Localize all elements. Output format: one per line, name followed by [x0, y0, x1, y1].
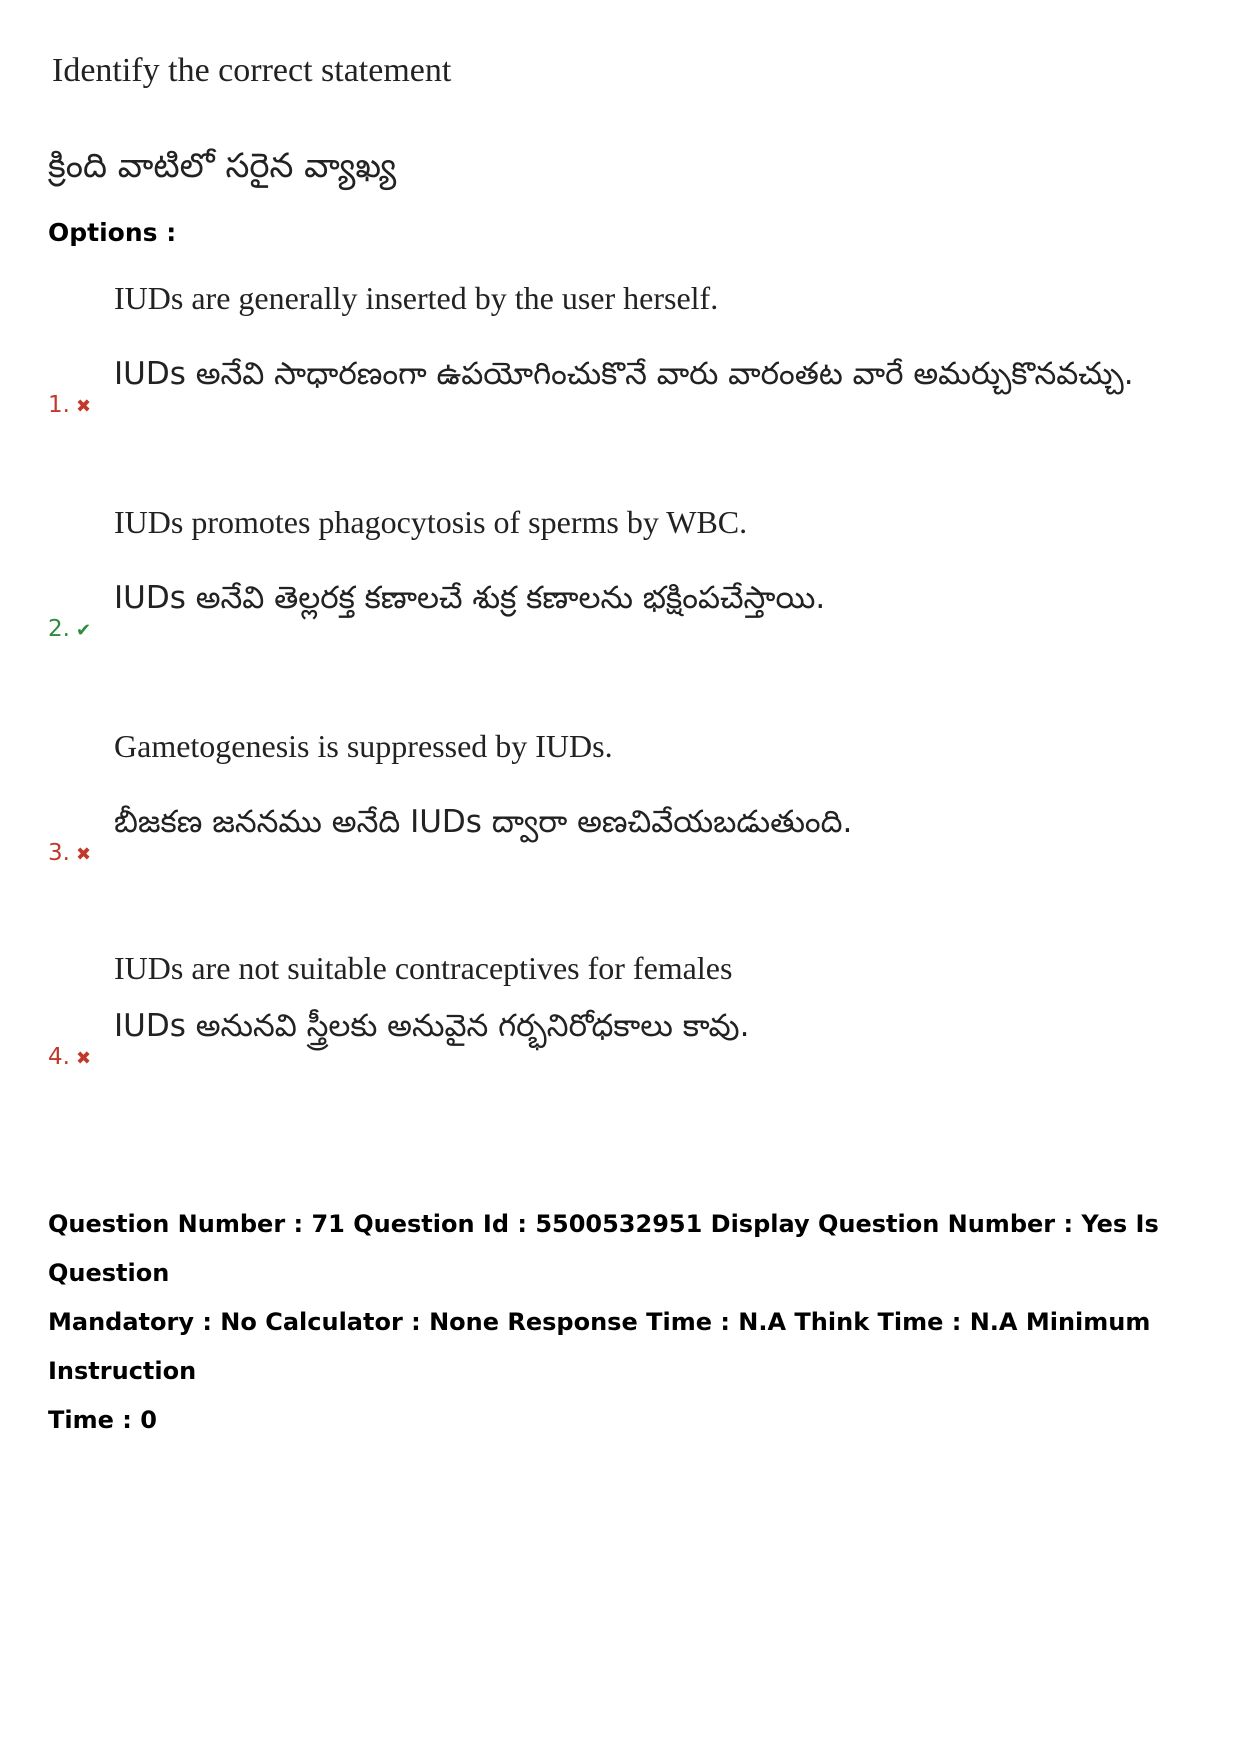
cross-icon: ✖ [75, 396, 92, 417]
question-text-telugu: క్రింది వాటిలో సరైన వ్యాఖ్య [48, 146, 397, 186]
option-2-text-english: IUDs promotes phagocytosis of sperms by WBC. [114, 504, 748, 540]
question-text-english: Identify the correct statement [52, 52, 452, 89]
option-1-number [48, 392, 91, 418]
option-4-number-label: 4. [48, 1044, 70, 1070]
metadata-line-2: Mandatory : No Calculator : None Response Time : N.A Think Time : N.A Minimum Instruction [48, 1308, 1151, 1385]
option-4-text-telugu: IUDs అనునవి స్త్రీలకు అనువైన గర్భనిరోధకాలు కావు. [114, 1008, 750, 1044]
options-label: Options : [48, 218, 177, 247]
option-1-text-english: IUDs are generally inserted by the user herself. [114, 280, 719, 316]
option-3-number [48, 840, 91, 866]
cross-icon: ✖ [75, 1048, 92, 1069]
cross-icon: ✖ [75, 844, 92, 865]
option-4-text-english: IUDs are not suitable contraceptives for females [114, 950, 733, 986]
option-3-number-label: 3. [48, 840, 70, 866]
checkmark-icon: ✔ [75, 620, 92, 641]
option-2-text-telugu: IUDs అనేవి తెల్లరక్త కణాలచే శుక్ర కణాలను భక్షింపచేస్తాయి. [114, 580, 826, 616]
question-metadata [48, 1200, 1208, 1445]
option-4-number [48, 1044, 91, 1070]
option-2-number-label: 2. [48, 616, 70, 642]
metadata-line-3: Time : 0 [48, 1406, 157, 1434]
option-2-number [48, 616, 91, 642]
metadata-line-1: Question Number : 71 Question Id : 5500532951 Display Question Number : Yes Is Question [48, 1210, 1159, 1287]
option-3-text-english: Gametogenesis is suppressed by IUDs. [114, 728, 613, 764]
option-3-text-telugu: బీజకణ జననము అనేది IUDs ద్వారా అణచివేయబడుతుంది. [114, 804, 853, 840]
option-1-text-telugu: IUDs అనేవి సాధారణంగా ఉపయోగించుకొనే వారు వారంతట వారే అమర్చుకొనవచ్చు. [114, 356, 1134, 392]
option-1-number-label: 1. [48, 392, 70, 418]
